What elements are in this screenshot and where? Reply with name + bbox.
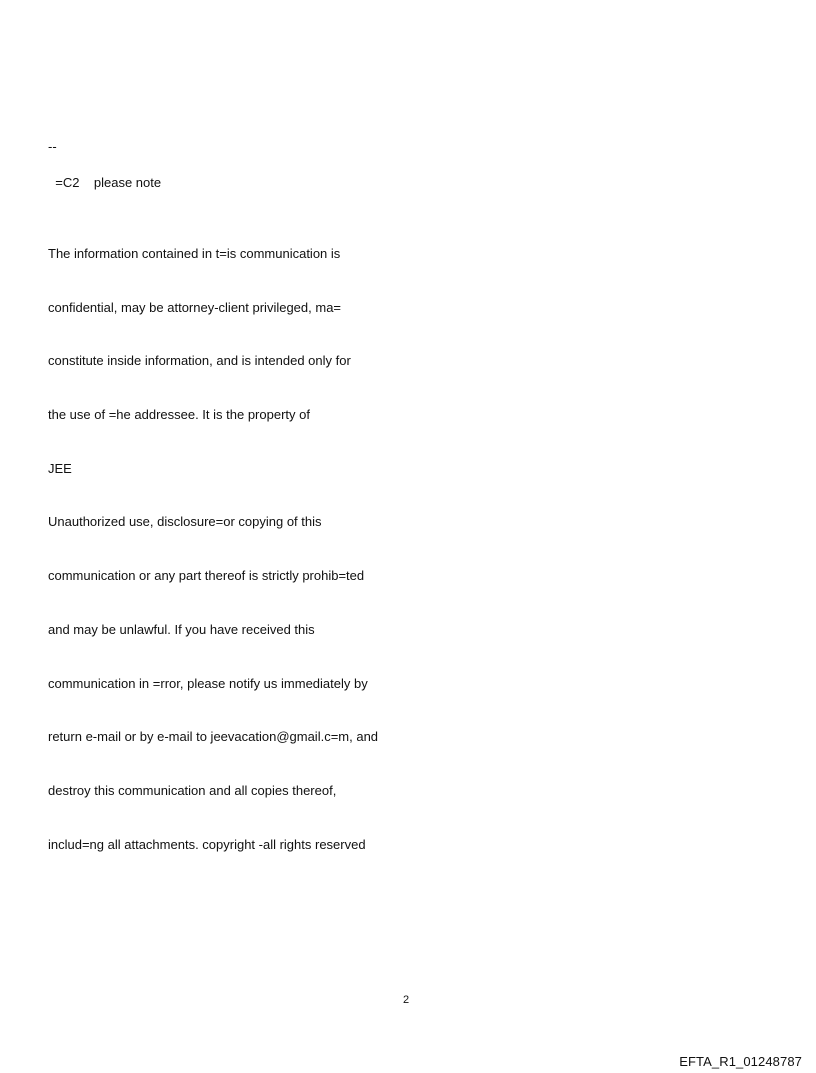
disclaimer-line: communication or any part thereof is strictly prohib=ted bbox=[48, 568, 365, 584]
disclaimer-line: JEE bbox=[48, 460, 72, 476]
page-number: 2 bbox=[403, 994, 410, 1006]
document-id: EFTA_R1_01248787 bbox=[679, 1054, 802, 1069]
disclaimer-line: constitute inside information, and is intended only for bbox=[48, 353, 351, 369]
disclaimer-line: confidential, may be attorney-client privileged, ma= bbox=[48, 299, 342, 315]
disclaimer-line: communication in =rror, please notify us immediately by bbox=[48, 675, 368, 691]
disclaimer-line: the use of =he addressee. It is the property of bbox=[48, 406, 310, 422]
disclaimer-line: The information contained in t=is communication is bbox=[48, 245, 341, 261]
disclaimer-line: return e-mail or by e-mail to jeevacation@gmail.c=m, and bbox=[48, 729, 379, 745]
disclaimer-line: and may be unlawful. If you have received this bbox=[48, 621, 315, 637]
note-line: =C2 please note bbox=[48, 175, 162, 190]
confidentiality-disclaimer bbox=[48, 209, 378, 889]
signature-separator: -- bbox=[48, 139, 57, 154]
disclaimer-line: includ=ng all attachments. copyright -all rights reserved bbox=[48, 836, 366, 852]
disclaimer-line: Unauthorized use, disclosure=or copying of this bbox=[48, 514, 322, 530]
disclaimer-line: destroy this communication and all copies thereof, bbox=[48, 783, 337, 798]
